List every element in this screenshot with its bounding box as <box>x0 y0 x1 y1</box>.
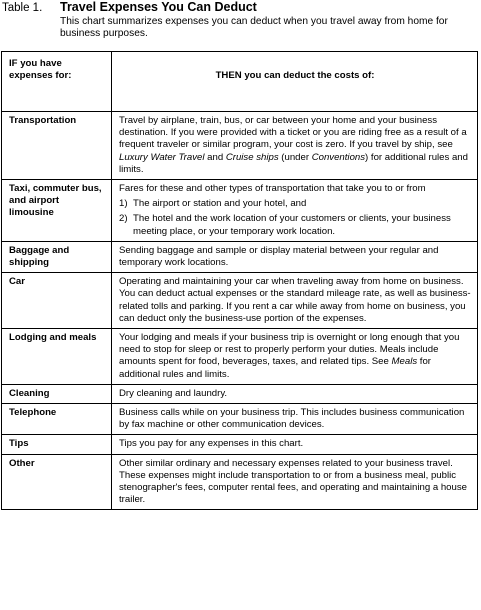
row-category: Car <box>2 273 112 329</box>
row-category: Transportation <box>2 112 112 180</box>
reference-luxury-water-travel: Luxury Water Travel <box>119 151 205 163</box>
row-category: Telephone <box>2 404 112 435</box>
table-header-row <box>2 52 478 112</box>
description-text: (under <box>278 151 312 163</box>
description-text: for additional rules and limits. <box>119 356 431 380</box>
description-text: ) for additional rules and limits. <box>119 151 468 175</box>
table-row <box>2 384 478 403</box>
row-description: Business calls while on your business trip. This includes business communication by fax machine or other communication devices. <box>112 404 478 435</box>
table-caption <box>2 0 478 40</box>
table-row <box>2 112 478 180</box>
row-description <box>112 180 478 242</box>
row-description: Operating and maintaining your car when traveling away from home on business. You can deduct actual expenses or the standard mileage rate, as well as business-related tolls and parking. If you rent a car while away from home on business, you can deduct only the business-use portion of the expenses. <box>112 273 478 329</box>
table-number: Table 1. <box>2 2 43 14</box>
list-number: 1) <box>119 198 128 210</box>
table-title: Travel Expenses You Can Deduct <box>60 0 257 14</box>
row-description <box>112 112 478 180</box>
caption-heading <box>2 0 478 15</box>
list-text: The airport or station and your hotel, and <box>133 198 307 210</box>
list-number: 2) <box>119 213 128 225</box>
header-if-line2: expenses for: <box>9 70 72 82</box>
row-category: Taxi, commuter bus, and airport limousine <box>2 180 112 242</box>
reference-cruise-ships: Cruise ships <box>225 151 279 163</box>
row-category: Lodging and meals <box>2 329 112 385</box>
header-then-cell: THEN you can deduct the costs of: <box>112 52 478 112</box>
list-text: The hotel and the work location of your customers or clients, your business meeting place, or your temporary work location. <box>133 213 451 237</box>
row-description: Tips you pay for any expenses in this chart. <box>112 435 478 454</box>
table-row <box>2 404 478 435</box>
list-item <box>119 198 471 210</box>
table-row <box>2 241 478 272</box>
row-description <box>112 329 478 385</box>
row-description: Other similar ordinary and necessary expenses related to your business travel. These expenses might include transportation to or from a business meal, public stenographer's fees, computer rental fees, and operating and maintaining a house trailer. <box>112 454 478 510</box>
row-category: Cleaning <box>2 384 112 403</box>
table-row <box>2 180 478 242</box>
description-text: Your lodging and meals if your business trip is overnight or long enough that you need to stop for sleep or rest to properly perform your duties. Meals include amounts spent for food, beverages, taxes, and related tips. See <box>119 332 460 368</box>
table-row <box>2 329 478 385</box>
row-category: Other <box>2 454 112 510</box>
row-description: Sending baggage and sample or display material between your regular and temporary work locations. <box>112 241 478 272</box>
row-description: Dry cleaning and laundry. <box>112 384 478 403</box>
table-row <box>2 454 478 510</box>
reference-meals: Meals <box>391 356 418 368</box>
header-if-line1: IF you have <box>9 58 62 69</box>
table-description: This chart summarizes expenses you can deduct when you travel away from home for business purposes. <box>60 16 448 39</box>
table-row <box>2 435 478 454</box>
header-if-cell <box>2 52 112 112</box>
description-text: Fares for these and other types of transportation that take you to or from <box>119 183 426 195</box>
row-category: Baggage and shipping <box>2 241 112 272</box>
description-text: and <box>204 151 226 163</box>
row-category: Tips <box>2 435 112 454</box>
description-text: Travel by airplane, train, bus, or car between your home and your business destination. If you were provided with a ticket or you are riding free as a result of a frequent traveler or similar program, your cost is zero. If you travel by ship, see <box>119 115 467 151</box>
travel-expenses-table <box>1 51 478 510</box>
reference-conventions: Conventions <box>311 151 366 163</box>
table-row <box>2 273 478 329</box>
list-item <box>119 213 471 237</box>
